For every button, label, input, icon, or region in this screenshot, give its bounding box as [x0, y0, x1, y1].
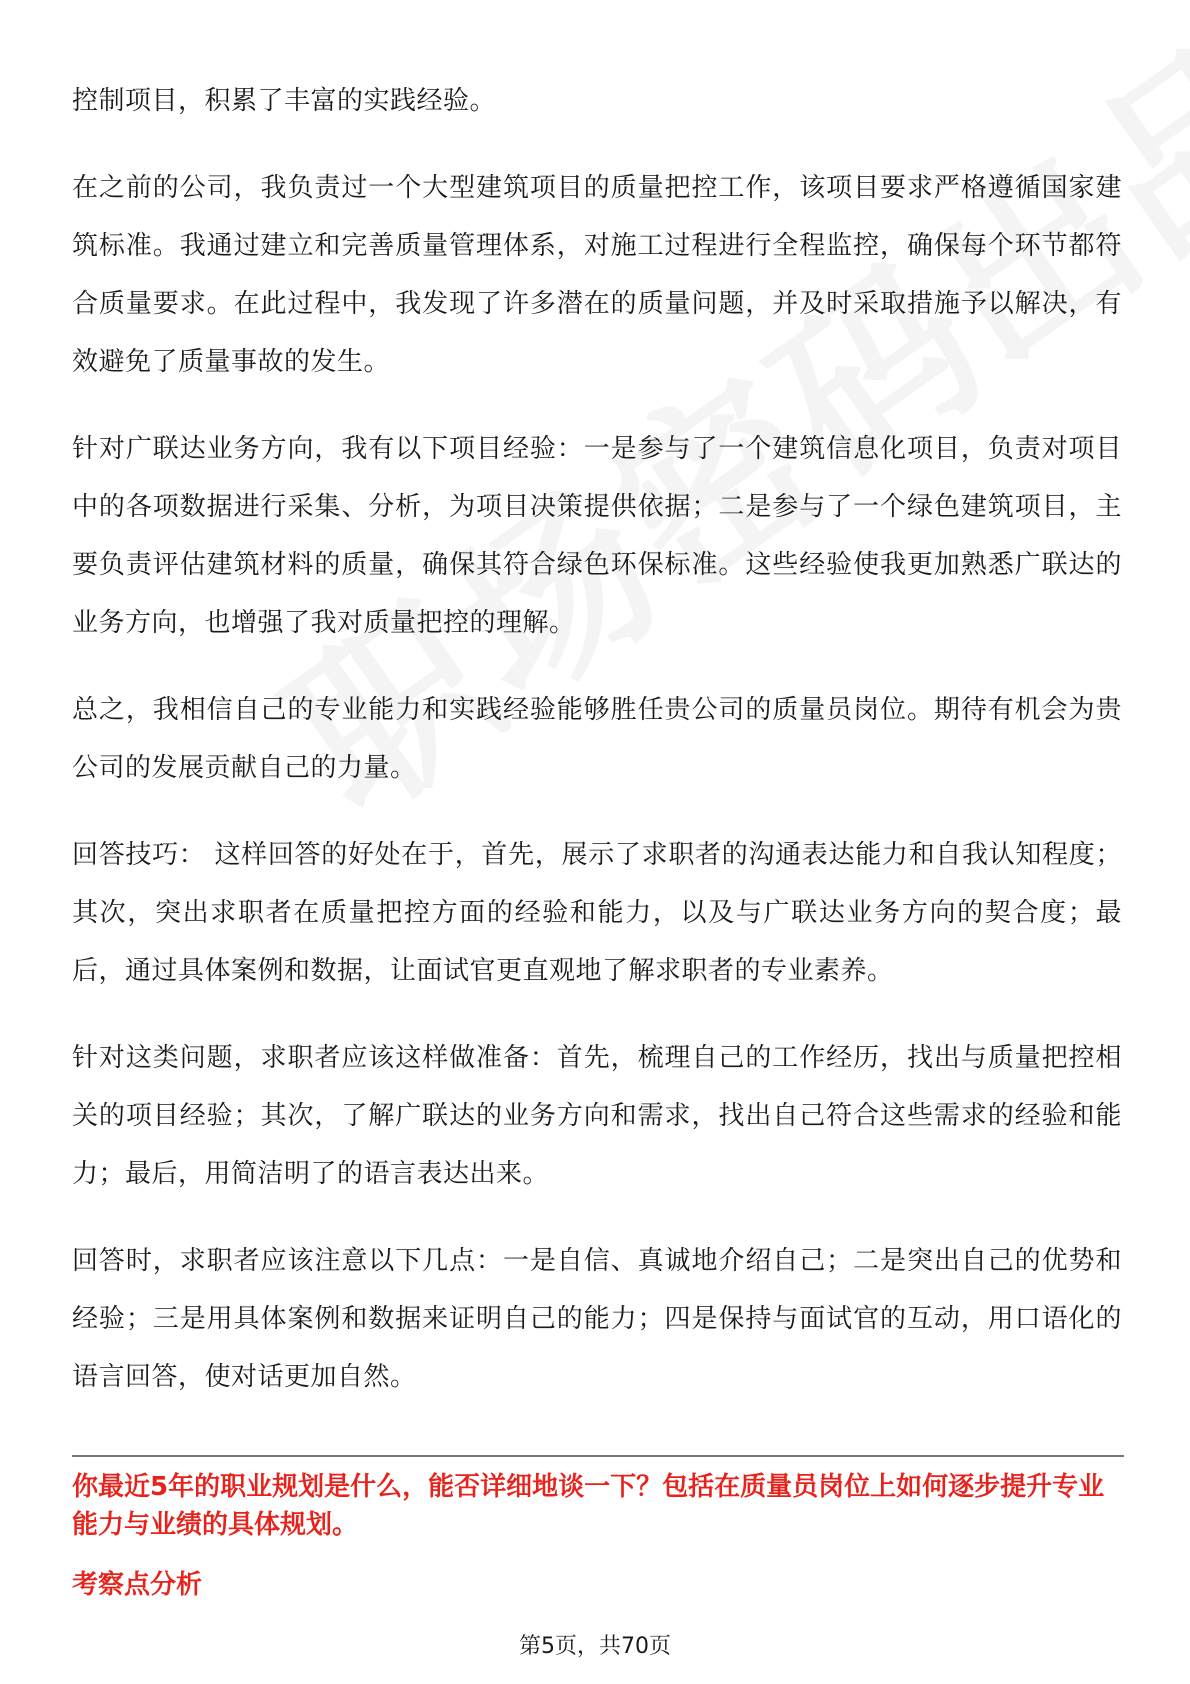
- paragraph-continuation: 控制项目，积累了丰富的实践经验。: [72, 86, 497, 116]
- interview-question: 你最近5年的职业规划是什么，能否详细地谈一下？包括在质量员岗位上如何逐步提升专业能力与业绩的具体规划。: [72, 1472, 1105, 1540]
- paragraph-answer-tips: 回答技巧： 这样回答的好处在于，首先，展示了求职者的沟通表达能力和自我认知程度；其次，突出求职者在质量把控方面的经验和能力，以及与广联达业务方向的契合度；最后，通过具体案例和数据，让面试官更直观地了解求职者的专业素养。: [72, 840, 1122, 986]
- section-divider: [72, 1455, 1124, 1457]
- page-body: [72, 72, 1122, 1435]
- paragraph-notes: 回答时，求职者应该注意以下几点：一是自信、真诚地介绍自己；二是突出自己的优势和经验；三是用具体案例和数据来证明自己的能力；四是保持与面试官的互动，用口语化的语言回答，使对话更加自然。: [72, 1246, 1122, 1392]
- paragraph-conclusion: 总之，我相信自己的专业能力和实践经验能够胜任贵公司的质量员岗位。期待有机会为贵公司的发展贡献自己的力量。: [72, 695, 1122, 783]
- paragraph-experience: 在之前的公司，我负责过一个大型建筑项目的质量把控工作，该项目要求严格遵循国家建筑标准。我通过建立和完善质量管理体系，对施工过程进行全程监控，确保每个环节都符合质量要求。在此过程中，我发现了许多潜在的质量问题，并及时采取措施予以解决，有效避免了质量事故的发生。: [72, 173, 1122, 377]
- page-number: 第5页，共70页: [519, 1634, 671, 1659]
- paragraph-preparation: 针对这类问题，求职者应该这样做准备：首先，梳理自己的工作经历，找出与质量把控相关的项目经验；其次，了解广联达的业务方向和需求，找出自己符合这些需求的经验和能力；最后，用简洁明了的语言表达出来。: [72, 1043, 1122, 1189]
- paragraph-business-direction: 针对广联达业务方向，我有以下项目经验：一是参与了一个建筑信息化项目，负责对项目中的各项数据进行采集、分析，为项目决策提供依据；二是参与了一个绿色建筑项目，主要负责评估建筑材料的质量，确保其符合绿色环保标准。这些经验使我更加熟悉广联达的业务方向，也增强了我对质量把控的理解。: [72, 434, 1122, 638]
- section-heading: 考察点分析: [72, 1570, 203, 1600]
